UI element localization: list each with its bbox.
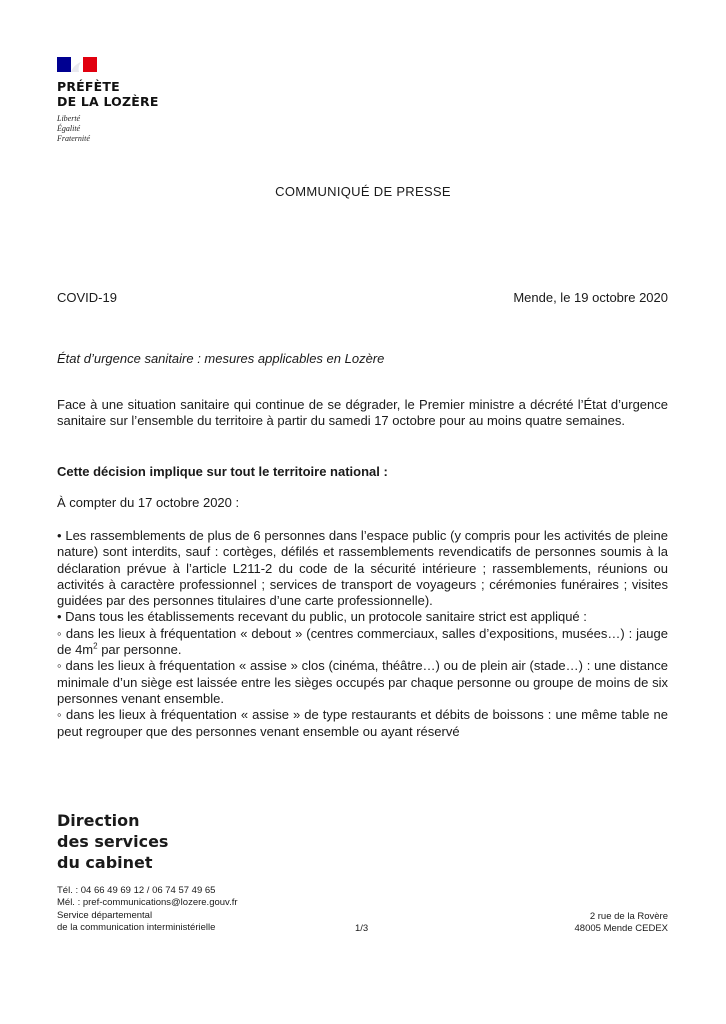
prefecture-name: [57, 79, 159, 109]
standing-text-end: par personne.: [97, 642, 182, 658]
motto-fraternite: Fraternité: [57, 134, 90, 143]
sub-bullet-restaurants: ◦ dans les lieux à fréquentation « assise » de type restaurants et débits de boissons : une même table ne peut regrouper que des personnes venant ensemble ou ayant réservé: [57, 707, 668, 739]
prefecture-line-1: PRÉFÈTE: [57, 79, 120, 94]
from-date-line: [57, 495, 668, 511]
contact-block: [57, 885, 238, 935]
intro-paragraph: [57, 397, 668, 430]
square-superscript: 2: [93, 641, 98, 651]
republic-motto: [57, 114, 90, 144]
bullet-protocol: • Dans tous les établissements recevant du public, un protocole sanitaire strict est appliqué :: [57, 609, 587, 625]
address-block: [575, 911, 668, 936]
address-line-2: 48005 Mende CEDEX: [574, 923, 668, 935]
document-subject: État d’urgence sanitaire : mesures applicables en Lozère: [57, 351, 385, 366]
decision-heading-text: Cette décision implique sur tout le territoire national :: [57, 464, 388, 479]
service-line-1: Service départemental: [57, 909, 153, 921]
from-date-text: À compter du 17 octobre 2020 :: [57, 495, 240, 510]
direction-line-1: Direction: [57, 811, 140, 830]
direction-line-3: du cabinet: [57, 853, 153, 872]
bullet-gatherings: • Les rassemblements de plus de 6 personnes dans l’espace public (y compris pour les activités de pleine nature) sont interdits, sauf : cortèges, défilés et rassemblements revendicatifs de personnes soumis à la déclaration prévue à l’article L211-2 du code de la sécurité intérieure ; rassemblements, réunions ou activités à caractère professionnel ; services de transport de voyageurs ; cérémonies funéraires ; visites guidées par des personnes titulaires d’une carte professionnelle).: [57, 528, 668, 609]
direction-block: [57, 810, 168, 873]
contact-email: Mél. : pref-communications@lozere.gouv.fr: [57, 897, 238, 909]
sub-bullet-standing: [57, 626, 668, 659]
decision-heading: [57, 464, 668, 480]
sub-bullet-seated: ◦ dans les lieux à fréquentation « assise » clos (cinéma, théâtre…) ou de plein air (stade…) : une distance minimale d’un siège est laissée entre les sièges occupés par chaque personne ou groupe de moins de six personnes venant ensemble.: [57, 658, 668, 706]
marianne-flag-logo: [57, 57, 97, 72]
prefecture-line-2: DE LA LOZÈRE: [57, 94, 159, 109]
page-number: 1/3: [355, 923, 369, 934]
address-line-1: 2 rue de la Rovère: [589, 911, 668, 922]
contact-phone: Tél. : 04 66 49 69 12 / 06 74 57 49 65: [57, 885, 216, 896]
motto-egalite: Égalité: [57, 124, 81, 133]
standing-text: ◦ dans les lieux à fréquentation « debout » (centres commerciaux, salles d’expositions, musées…) : jauge de 4m: [57, 625, 668, 658]
document-topic: COVID-19: [57, 290, 117, 305]
service-line-2: de la communication interministérielle: [57, 922, 216, 934]
place-date: Mende, le 19 octobre 2020: [513, 290, 668, 305]
direction-line-2: des services: [57, 832, 169, 851]
measures-list: [57, 528, 668, 740]
motto-liberte: Liberté: [57, 114, 81, 123]
document-title: COMMUNIQUÉ DE PRESSE: [275, 184, 451, 199]
intro-text: Face à une situation sanitaire qui continue de se dégrader, le Premier ministre a décrété l’État d’urgence sanitaire sur l’ensemble du territoire à partir du samedi 17 octobre pour au moins quatre semaines.: [57, 397, 668, 429]
